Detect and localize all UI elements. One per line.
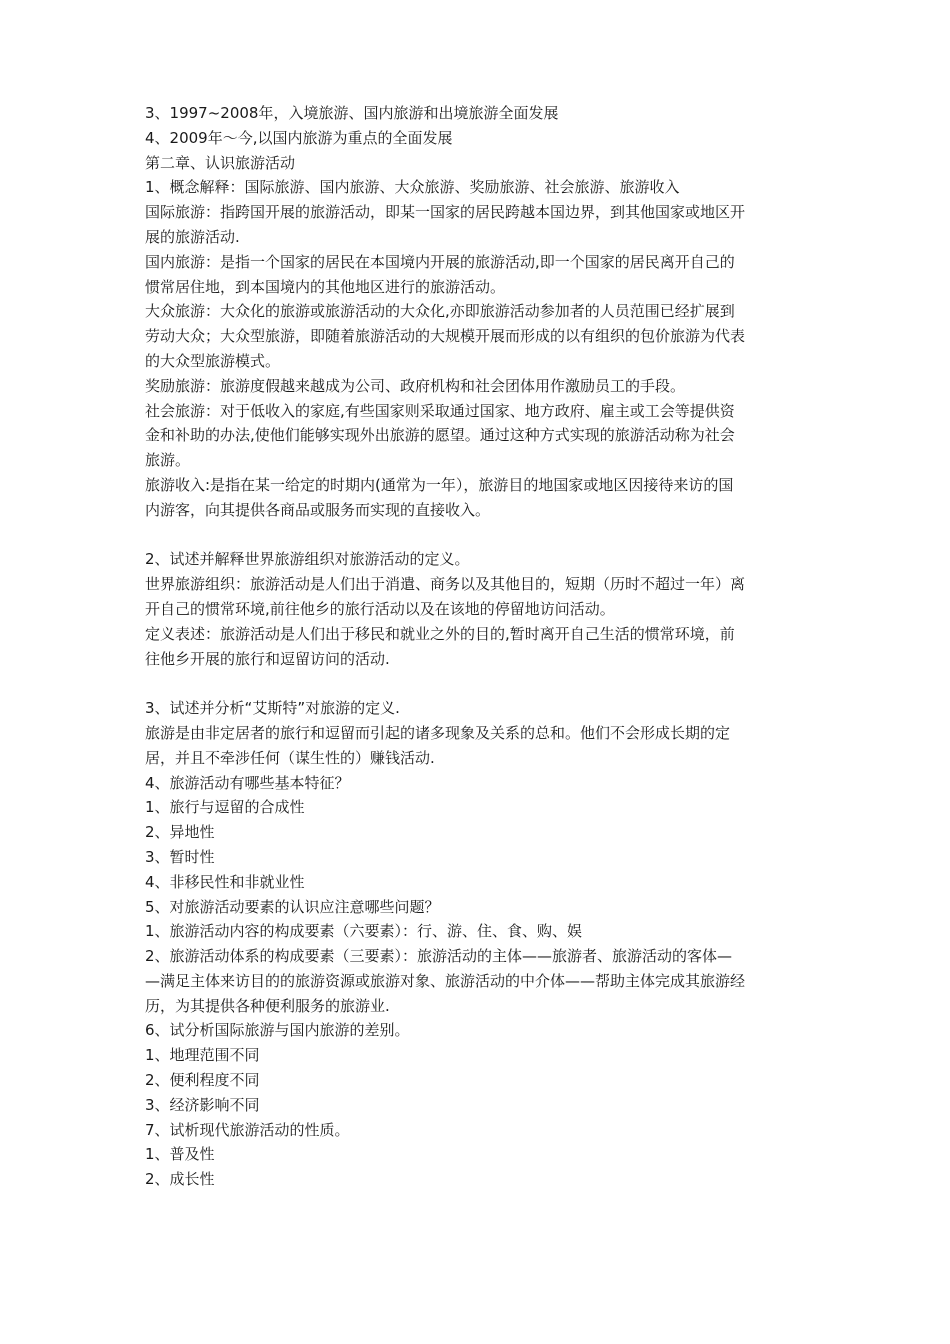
text-line: 世界旅游组织：旅游活动是人们出于消遣、商务以及其他目的，短期（历时不超过一年）离 bbox=[145, 575, 746, 594]
text-line: 2、试述并解释世界旅游组织对旅游活动的定义。 bbox=[145, 550, 470, 569]
text-line: 历，为其提供各种便利服务的旅游业. bbox=[145, 996, 390, 1015]
text-line: 惯常居住地，到本国境内的其他地区进行的旅游活动。 bbox=[145, 277, 506, 296]
text-line: 2、旅游活动体系的构成要素（三要素）：旅游活动的主体——旅游者、旅游活动的客体— bbox=[145, 947, 733, 966]
text-line: 1、旅行与逗留的合成性 bbox=[145, 798, 305, 817]
text-line: 第二章、认识旅游活动 bbox=[145, 153, 296, 172]
text-line: 的大众型旅游模式。 bbox=[145, 351, 281, 370]
text-line: 大众旅游：大众化的旅游或旅游活动的大众化,亦即旅游活动参加者的人员范围已经扩展到 bbox=[145, 302, 735, 321]
text-line: 1、旅游活动内容的构成要素（六要素）：行、游、住、食、购、娱 bbox=[145, 922, 583, 941]
text-line: 3、试述并分析“艾斯特”对旅游的定义. bbox=[145, 699, 400, 718]
text-line: 劳动大众；大众型旅游，即随着旅游活动的大规模开展而形成的以有组织的包价旅游为代表 bbox=[145, 327, 746, 346]
text-line: 国际旅游：指跨国开展的旅游活动，即某一国家的居民跨越本国边界，到其他国家或地区开 bbox=[145, 203, 746, 222]
text-line: 3、1997~2008年，入境旅游、国内旅游和出境旅游全面发展 bbox=[145, 104, 559, 122]
text-line: 金和补助的办法,使他们能够实现外出旅游的愿望。通过这种方式实现的旅游活动称为社会 bbox=[145, 426, 735, 445]
text-line: 1、普及性 bbox=[145, 1145, 215, 1164]
text-line: 2、便利程度不同 bbox=[145, 1071, 260, 1090]
text-line: 5、对旅游活动要素的认识应注意哪些问题？ bbox=[145, 897, 440, 916]
blank-line bbox=[145, 523, 825, 548]
text-line: 居，并且不牵涉任何（谋生性的）赚钱活动. bbox=[145, 748, 435, 767]
text-line: 旅游。 bbox=[145, 451, 191, 470]
text-line: 4、旅游活动有哪些基本特征？ bbox=[145, 773, 350, 792]
text-line: 4、2009年～今,以国内旅游为重点的全面发展 bbox=[145, 128, 453, 147]
text-line: 2、成长性 bbox=[145, 1170, 215, 1189]
text-line: 1、概念解释：国际旅游、国内旅游、大众旅游、奖励旅游、社会旅游、旅游收入 bbox=[145, 178, 680, 197]
text-line: —满足主体来访目的的旅游资源或旅游对象、旅游活动的中介体——帮助主体完成其旅游经 bbox=[145, 971, 746, 990]
text-line: 奖励旅游：旅游度假越来越成为公司、政府机构和社会团体用作激励员工的手段。 bbox=[145, 376, 686, 395]
text-line: 往他乡开展的旅行和逗留访问的活动. bbox=[145, 649, 390, 668]
text-line: 旅游是由非定居者的旅行和逗留而引起的诸多现象及关系的总和。他们不会形成长期的定 bbox=[145, 723, 731, 742]
text-line: 2、异地性 bbox=[145, 823, 215, 842]
text-line: 7、试析现代旅游活动的性质。 bbox=[145, 1120, 350, 1139]
document-body bbox=[145, 101, 825, 1192]
text-line: 展的旅游活动. bbox=[145, 227, 240, 246]
blank-line bbox=[145, 671, 825, 696]
text-line: 6、试分析国际旅游与国内旅游的差别。 bbox=[145, 1021, 410, 1040]
text-line: 旅游收入:是指在某一给定的时期内(通常为一年），旅游目的地国家或地区因接待来访的国 bbox=[145, 475, 734, 494]
text-line: 3、暂时性 bbox=[145, 847, 215, 866]
text-line: 开自己的惯常环境,前往他乡的旅行活动以及在该地的停留地访问活动。 bbox=[145, 599, 615, 618]
text-line: 社会旅游：对于低收入的家庭,有些国家则采取通过国家、地方政府、雇主或工会等提供资 bbox=[145, 401, 735, 420]
text-line: 国内旅游：是指一个国家的居民在本国境内开展的旅游活动,即一个国家的居民离开自己的 bbox=[145, 252, 735, 271]
text-line: 3、经济影响不同 bbox=[145, 1095, 260, 1114]
text-line: 内游客，向其提供各商品或服务而实现的直接收入。 bbox=[145, 500, 491, 519]
text-line: 4、非移民性和非就业性 bbox=[145, 872, 305, 891]
text-line: 1、地理范围不同 bbox=[145, 1046, 260, 1065]
text-line: 定义表述：旅游活动是人们出于移民和就业之外的目的,暂时离开自己生活的惯常环境，前 bbox=[145, 624, 735, 643]
